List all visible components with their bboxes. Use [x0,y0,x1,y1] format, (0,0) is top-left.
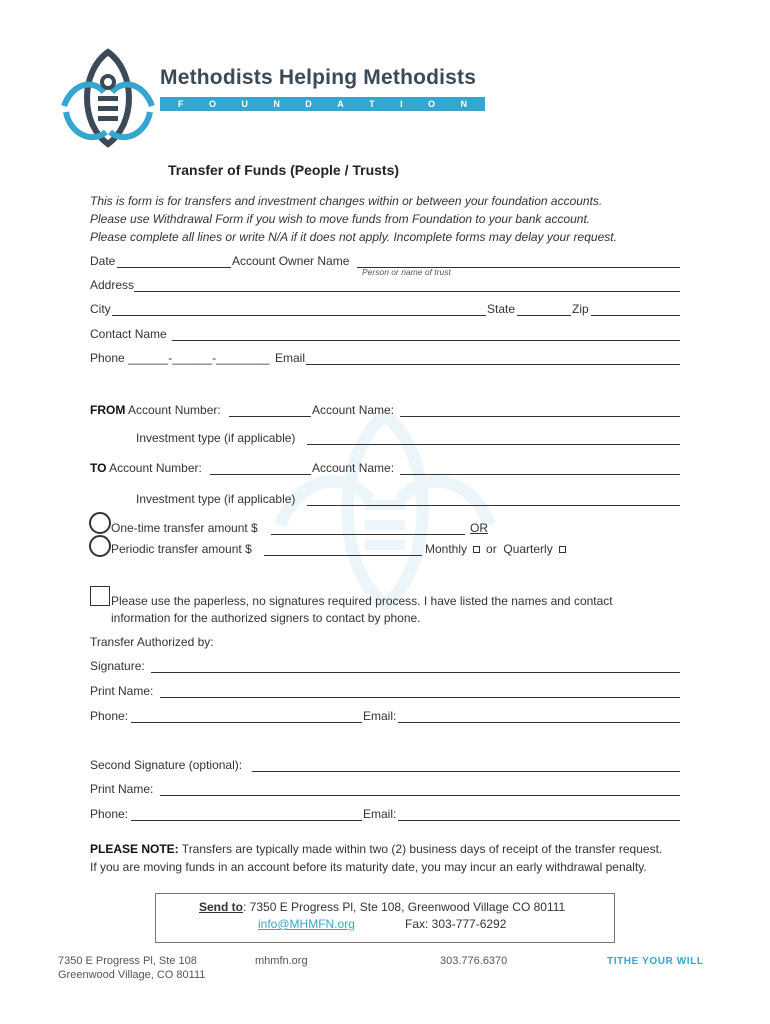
auth-phone-label: Phone: [90,709,129,723]
or-label: OR [470,521,488,535]
footer-website[interactable]: mhmfn.org [255,955,308,967]
brand-letter: A [337,99,344,109]
onetime-transfer-radio[interactable] [89,512,111,534]
to-account-number-field[interactable] [210,474,311,475]
second-email-field[interactable] [398,820,680,821]
second-print-name-label: Print Name: [90,782,154,796]
state-label: State [487,302,516,316]
date-field[interactable] [117,267,231,268]
paperless-checkbox[interactable] [90,586,110,606]
zip-field[interactable] [591,315,680,316]
send-to-address [199,900,565,914]
brand-letter: U [241,99,248,109]
to-account-number-label [90,461,202,475]
zip-label: Zip [572,302,589,316]
to-investment-type-field[interactable] [307,505,680,506]
city-field[interactable] [112,315,486,316]
to-investment-type-label: Investment type (if applicable) [136,492,296,506]
contact-name-label: Contact Name [90,327,167,341]
to-account-name-label: Account Name: [312,461,395,475]
from-investment-type-field[interactable] [307,444,680,445]
monthly-label: Monthly [425,542,468,556]
address-label: Address [90,278,135,292]
please-note [90,842,662,856]
intro-line: Please complete all lines or write N/A if it does not apply. Incomplete forms may delay your request. [90,230,617,244]
transfer-authorized-label: Transfer Authorized by: [90,635,214,649]
or-frequency-label: or [486,542,497,556]
from-account-name-field[interactable] [400,416,680,417]
auth-email-field[interactable] [398,722,680,723]
brand-letter: N [460,99,467,109]
state-field[interactable] [517,315,571,316]
signature-label: Signature: [90,659,145,673]
brand-name: Methodists Helping Methodists [160,66,477,89]
address-field[interactable] [134,291,680,292]
onetime-transfer-label: One-time transfer amount $ [111,521,258,535]
watermark-logo-icon [260,410,510,610]
intro-line: This is form is for transfers and investment changes within or between your foundation accounts. [90,194,603,208]
from-investment-type-label: Investment type (if applicable) [136,431,296,445]
paperless-text: information for the authorized signers to contact by phone. [111,611,421,625]
send-email-link[interactable]: info@MHMFN.org [258,917,355,931]
please-note-label: PLEASE NOTE: [90,842,179,856]
form-title: Transfer of Funds (People / Trusts) [168,162,400,178]
second-phone-field[interactable] [131,820,362,821]
print-name-field[interactable] [160,697,680,698]
second-phone-label: Phone: [90,807,129,821]
please-note-text: If you are moving funds in an account before its maturity date, you may incur an early withdrawal penalty. [90,860,647,874]
brand-letter: N [273,99,280,109]
monthly-checkbox[interactable] [473,546,480,553]
print-name-label: Print Name: [90,684,154,698]
periodic-amount-field[interactable] [264,555,422,556]
to-label: TO [90,461,107,475]
brand-letter: T [369,99,375,109]
signature-field[interactable] [151,672,680,673]
second-signature-label: Second Signature (optional): [90,758,243,772]
quarterly-checkbox[interactable] [559,546,566,553]
email-label: Email [275,351,306,365]
city-label: City [90,302,111,316]
owner-name-hint: Person or name of trust [362,267,451,277]
to-account-number-text: Account Number: [109,461,202,475]
brand-letter: O [208,99,216,109]
frequency-options [425,542,572,556]
footer-address-line: 7350 E Progress Pl, Ste 108 [58,955,197,967]
please-note-text: Transfers are typically made within two (2) business days of receipt of the transfer request. [178,842,663,856]
second-print-name-field[interactable] [160,795,680,796]
periodic-transfer-radio[interactable] [89,535,111,557]
quarterly-label: Quarterly [503,542,553,556]
email-field[interactable] [306,364,680,365]
phone-label: Phone ______-______-________ [90,351,270,365]
send-to-address-text: : 7350 E Progress Pl, Ste 108, Greenwood Village CO 80111 [243,900,566,914]
brand-tagline-bar [160,97,485,111]
intro-line: Please use Withdrawal Form if you wish to move funds from Foundation to your bank account. [90,212,591,226]
from-label: FROM [90,403,126,417]
second-signature-field[interactable] [252,771,680,772]
from-account-number-text: Account Number: [128,403,221,417]
owner-name-label: Account Owner Name [232,254,350,268]
footer-tagline: TITHE YOUR WILL [607,956,704,967]
to-account-name-field[interactable] [400,474,680,475]
brand-letter: F [178,99,184,109]
send-to-label: Send to [199,900,243,914]
footer-address-line: Greenwood Village, CO 80111 [58,969,206,981]
auth-email-label: Email: [363,709,397,723]
send-fax: Fax: 303-777-6292 [405,917,507,931]
foundation-logo-icon [58,48,158,148]
brand-letter: I [400,99,403,109]
footer-phone: 303.776.6370 [440,955,508,967]
auth-phone-field[interactable] [131,722,362,723]
from-account-number-label [90,403,221,417]
contact-name-field[interactable] [172,340,680,341]
periodic-transfer-label: Periodic transfer amount $ [111,542,252,556]
brand-letter: O [428,99,436,109]
second-email-label: Email: [363,807,397,821]
onetime-amount-field[interactable] [271,534,465,535]
brand-letter: D [305,99,312,109]
from-account-number-field[interactable] [229,416,311,417]
from-account-name-label: Account Name: [312,403,395,417]
date-label: Date [90,254,116,268]
paperless-text: Please use the paperless, no signatures required process. I have listed the names and contact [111,594,613,608]
